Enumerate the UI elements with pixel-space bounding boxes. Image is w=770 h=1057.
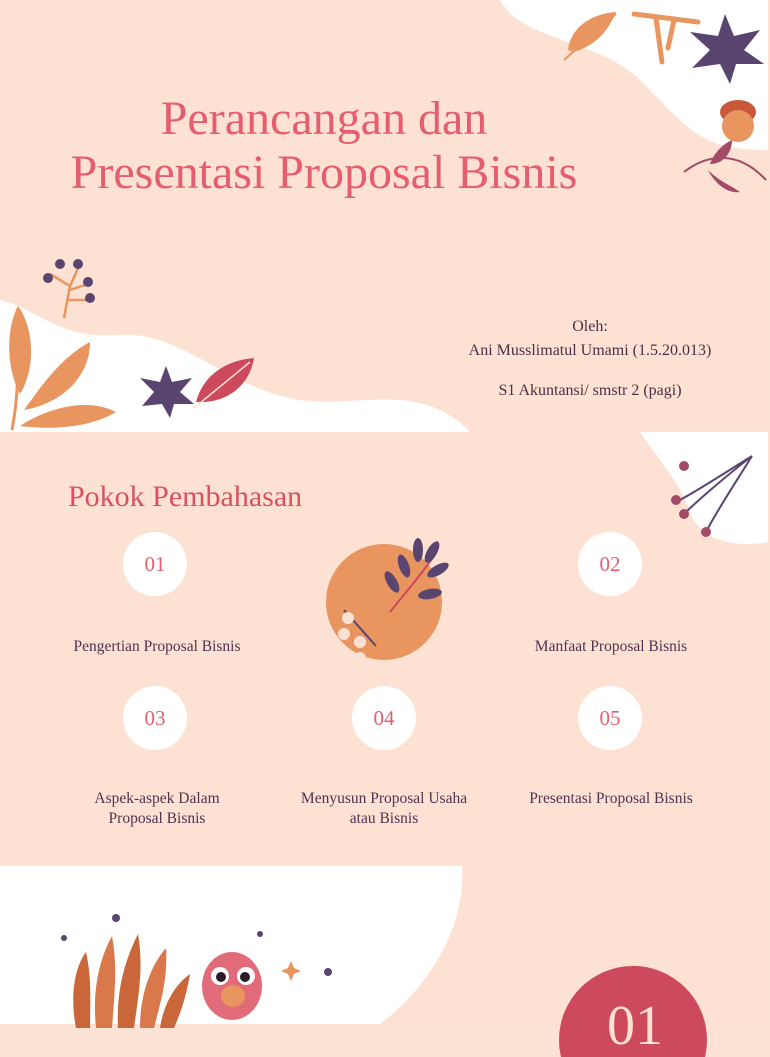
agenda-slide[interactable] [0, 432, 768, 866]
autumn-leaf-icon [0, 298, 120, 438]
agenda-number-02: 02 [578, 532, 642, 596]
maple-leaf-icon [134, 362, 198, 422]
berry-branch-icon [666, 452, 766, 542]
agenda-label-01: Pengertian Proposal Bisnis [73, 638, 241, 655]
author-block [430, 318, 750, 400]
autumn-leaf-icon [560, 6, 630, 66]
title-slide[interactable] [0, 0, 768, 432]
floral-circle-icon [320, 536, 450, 666]
autumn-leaf-icon [56, 928, 196, 1028]
section-number: 01 [607, 995, 663, 1057]
by-label: Oleh: [572, 318, 608, 335]
agenda-number-01: 01 [123, 532, 187, 596]
program-label: S1 Akuntansi/ smstr 2 (pagi) [498, 382, 682, 399]
agenda-number-05: 05 [578, 686, 642, 750]
maple-leaf-icon [680, 8, 770, 88]
section-slide[interactable] [0, 866, 768, 1057]
presentation-title [0, 92, 648, 200]
agenda-label-02: Manfaat Proposal Bisnis [534, 638, 688, 655]
turkey-icon [196, 946, 276, 1026]
agenda-number-04: 04 [352, 686, 416, 750]
author-name: Ani Musslimatul Umami (1.5.20.013) [468, 342, 712, 359]
title-line-2: Presentasi Proposal Bisnis [70, 146, 578, 199]
agenda-label-03: Aspek-aspek Dalam Proposal Bisnis [94, 790, 220, 827]
agenda-heading: Pokok Pembahasan [68, 480, 303, 513]
agenda-label-05: Presentasi Proposal Bisnis [529, 790, 693, 807]
autumn-leaf-icon [190, 354, 260, 414]
autumn-leaf-icon [680, 138, 770, 198]
agenda-label-04: Menyusun Proposal Usaha atau Bisnis [300, 790, 468, 827]
agenda-number-03: 03 [123, 686, 187, 750]
title-line-1: Perancangan dan [160, 92, 488, 145]
